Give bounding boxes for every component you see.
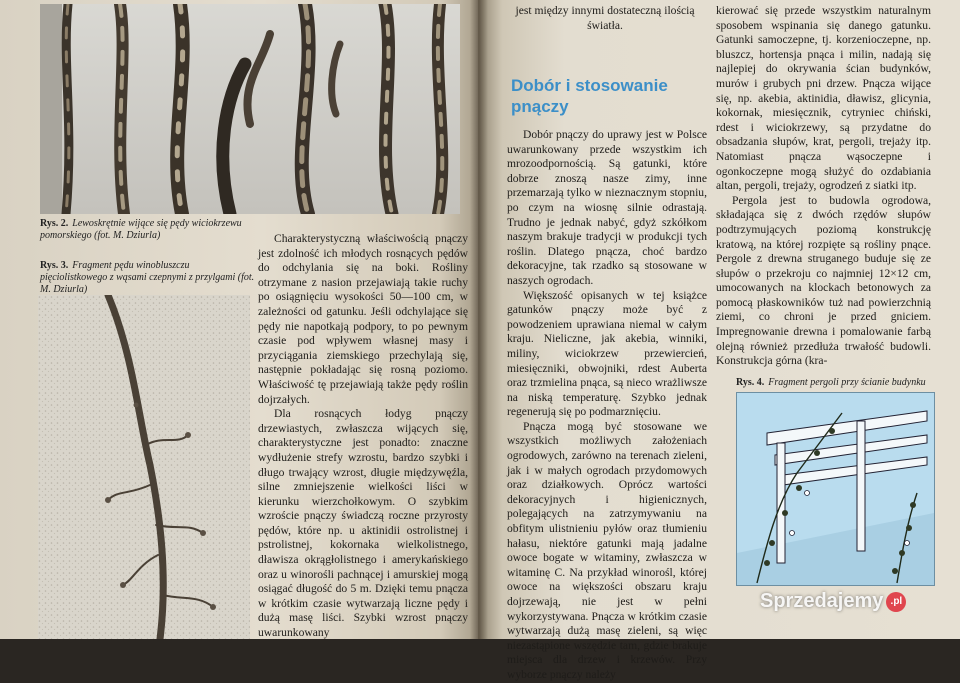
right-col1-paragraph-2: Większość opisanych w tej książce gatunków pnączy może być z powodzeniem uprawiana niemal w całym kraju. Nieliczne, jak akebia, winniki, miliny, wiciokrzew przewierciеń, miesięczniki, obwojniki, rdest Auberta oraz trzmielina pnąca, są nieco wrażliwsze na niską temperaturę. Szybko jednak regenerują się po podmarznięciu. [507,288,707,419]
vine-tendrils-image [38,295,250,639]
caption-fig2-text: Lewoskrętnie wijące się pędy wiciokrzewu pomorskiego (fot. M. Dziurla) [40,218,242,241]
watermark [760,590,950,620]
caption-fig3 [40,260,255,296]
caption-fig4-text: Fragment pergoli przy ścianie budynku [768,377,926,388]
photo-vine-tendrils [38,295,250,639]
pergola-illustration [736,392,935,586]
book-gutter [470,0,488,639]
caption-fig3-label: Rys. 3. [40,260,69,271]
left-page [0,0,478,639]
right-text-column-1 [507,128,707,683]
caption-fig2-label: Rys. 2. [40,218,69,229]
right-col1-paragraph-3: Pnącza mogą być stosowane we wszystkich możliwych założeniach ogrodowych, zarówno na terenach zieleni, jak i w małych ogrodach przydomowych oraz działkowych. Oprócz wartości dekoracyjnych i higienicznych, polegających na zatrzymywaniu na obfitym ulistnieniu pyłów oraz tłumieniu hałasu, niektóre gatunki mają jadalne owoce bogate w witaminy, zwłaszcza w witaminę C. Na przykład winorośl, której owoce na większości obszaru kraju dojrzewają, nie jest w pełni wykorzystywana. Pnącza w krótkim czasie wytwarzają dużą masę zieleni, są więc niezastąpione wszędzie tam, gdzie brakuje miejsca dla drzew i krzewów. Przy wyborze pnączy należy [507,419,707,681]
photo-twining-shoots [40,4,460,214]
section-heading: Dobór i stosowanie pnączy [511,76,668,116]
watermark-suffix: .pl [886,592,906,612]
caption-fig3-text: Fragment pędu winobluszczu pięciolistkowego z wąsami czepnymi z przylgami (fot. M. Dziurla) [40,260,255,295]
right-col1-paragraph-1: Dobór pnączy do uprawy jest w Polsce uwarunkowany przede wszystkim ich mrozoodpornością. Są gatunki, które dobrze znoszą nasze zimy, inne przemarzają tylko w nieznacznym stopniu, po czym na wiosnę silnie odrastają. Trudno je jednak nabyć, gdyż szkółkom naszym brakuje tradycji w produkcji tych roślin. Dlatego pnącza, choć bardzo dekoracyjne, tak rzadko są stosowane w naszych ogrodach. [507,128,707,287]
pergola-drawing [737,393,934,585]
left-paragraph-2: Dla rosnących łodyg pnączy drzewiastych, zwłaszcza wijących się, charakterystyczne jest ponadto: znaczne wydłużenie strefy wzrostu, bardzo szybki i długo trwający wzrost, długie międzywęźla, silne zmniejszenie wielkości liści w kierunku wierzchołkowym. O szybkim wzroście pnączy świadczą roczne przyrosty pędów, które np. u aktinidii ostrolistnej i pstrolistnej, kokornaka wielkolistnego, dławisza okrągłolistnego i amerykańskiego oraz u winorośli pachnącej i amurskiej mogą osiągać długość do 5 m. Dzięki temu pnącza w krótkim czasie wytwarzają liczne pędy i dużą masę liści. Szybki wzrost pnączy uwarunkowany [258,407,468,639]
caption-fig4 [736,377,936,389]
caption-fig4-label: Rys. 4. [736,377,765,388]
right-col1-continuation: jest między innymi dostateczną ilością światła. [515,4,695,32]
left-text-column [258,232,468,639]
right-col2-paragraph-1: kierować się przede wszystkim naturalnym sposobem wspinania się danego gatunku. Gatunki samoczepne, tj. korzenioczepne, np. bluszcz, hortensja pnąca i milin, nadają się najlepiej do okrywania ścian budynków, murów i grubych pni drzew. Pnącza wijące się, np. akebia, aktinidia, dławisz, glicynia, kokornak, miesięcznik, cytryniec chiński, rdest i wiciokrzewy, są przydatne do obsadzania słupów, krat, pergoli, trejaży itp. Natomiast pnącza wąsoczepne i ogonkoczepne mogą służyć do ozdabiania altan, pergoli, trejaży, ogrodzeń z siatki itp. [716,4,931,193]
twining-shoots-image [40,4,460,214]
right-col2-paragraph-2: Pergola jest to budowla ogrodowa, składająca się z dwóch rzędów słupów podtrzymujących poziomą konstrukcję kratową, na której rozpięte są rośliny pnące. Pergole z drewna struganego buduje się ze słupów o przekroju co najmniej 12×12 cm, umocowanych na klockach betonowych za pomocą płaskowników tuż nad powierzchnią ziemi, co chroni je przed gniciem. Impregnowanie drewna i pomalowanie farbą olejną również przedłuża trwałość budowli. Konstrukcja górna (kra- [716,193,931,368]
watermark-text: Sprzedajemy [760,590,884,612]
right-col1-top [505,4,705,33]
caption-fig2 [40,218,255,242]
right-text-column-2 [716,4,931,369]
left-paragraph-1: Charakterystyczną właściwością pnączy jest zdolność ich młodych rosnących pędów do odchylania się na boki. Rośliny otrzymane z nasion przejawiają takie ruchy po osiągnięciu wysokości 50—100 cm, w zależności od gatunku. Jeśli odchylające się pędy nie napotkają podpory, to po pewnym czasie pod wpływem własnej masy i przyciągania ziemskiego przechylają się, następnie pokładając się rosną poziomo. Właściwość tę przejawiają także pędy roślin dojrzałych. [258,232,468,406]
